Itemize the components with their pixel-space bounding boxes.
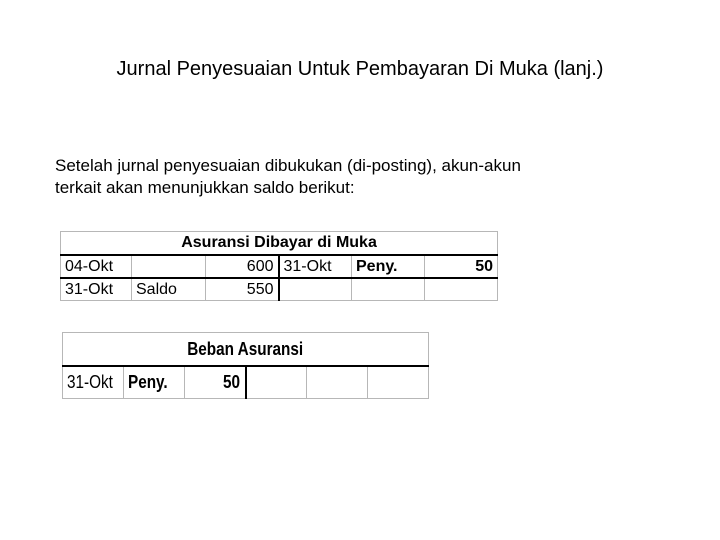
intro-line-1: Setelah jurnal penyesuaian dibukukan (di-posting), akun-akun [55,156,521,175]
credit-date: 31-Okt [279,255,352,278]
table-row [63,366,429,399]
debit-amount: 550 [206,278,279,301]
credit-date [246,366,307,399]
credit-amount: 50 [425,255,498,278]
ledger-title: Beban Asuransi [63,333,429,367]
table-row [61,255,498,278]
debit-date: 31-Okt [61,278,132,301]
debit-description [132,255,206,278]
debit-date: 04-Okt [61,255,132,278]
credit-date [279,278,352,301]
credit-description: Peny. [352,255,425,278]
ledger-asuransi-dibayar-di-muka [60,231,498,301]
table-row [61,278,498,301]
ledger-beban-asuransi [62,332,429,399]
debit-amount: 600 [206,255,279,278]
debit-date: 31-Okt [63,366,124,399]
debit-description: Saldo [132,278,206,301]
debit-description: Peny. [124,366,185,399]
credit-description [307,366,368,399]
credit-amount [425,278,498,301]
credit-amount [368,366,429,399]
intro-line-2: terkait akan menunjukkan saldo berikut: [55,178,355,197]
slide-title: Jurnal Penyesuaian Untuk Pembayaran Di Muka (lanj.) [116,58,604,80]
credit-description [352,278,425,301]
debit-amount: 50 [185,366,246,399]
intro-text [55,155,655,199]
ledger-title: Asuransi Dibayar di Muka [61,232,498,256]
